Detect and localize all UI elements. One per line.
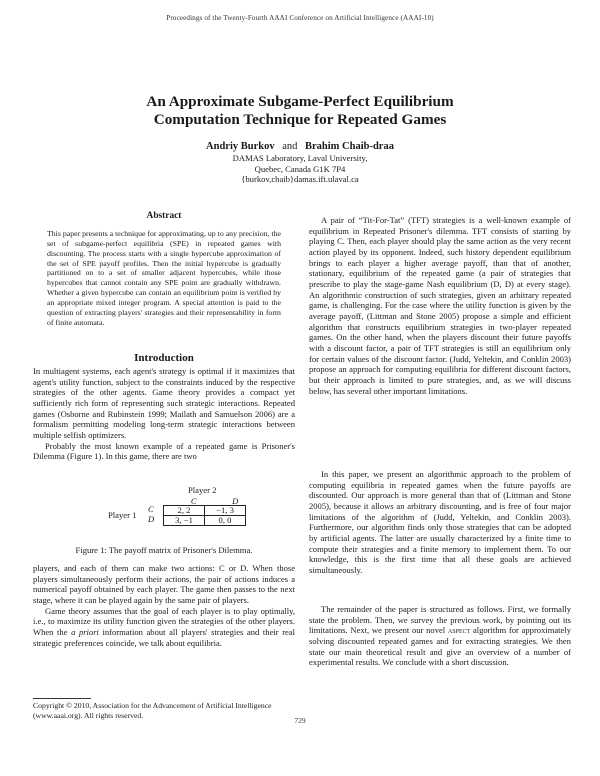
abstract-heading: Abstract xyxy=(146,211,182,221)
author-email: {burkov,chaib}damas.ift.ulaval.ca xyxy=(241,174,359,185)
author-conjunction: and xyxy=(282,141,298,152)
page-number: 729 xyxy=(294,716,306,725)
table-row xyxy=(164,516,246,526)
copyright-text: Copyright © 2010, Association for the Advancement of Artificial Intelligence (www.aaai.org). All rights reserved. xyxy=(33,701,272,720)
intro-paragraph-1: In multiagent systems, each agent's strategy is optimal if it maximizes that agent's utility function, subject to the constraints induced by the respective strategies of the other agents. Game theory provides a compact yet sufficiently rich form of representing such strategic interactions. Repeated games (Osborne and Rubinstein 1999; Mailath and Samuelson 2006) are a formalism permitting modeling long-term strategic interactions between multiple selfish optimizers. xyxy=(33,366,295,440)
row-action-c: C xyxy=(148,504,154,514)
row-action-labels xyxy=(148,505,154,524)
intro-paragraphs-bottom xyxy=(33,563,295,648)
player-1-label: Player 1 xyxy=(108,510,137,520)
right-paragraph-1: A pair of “Tit-For-Tat” (TFT) strategies is a well-known example of equilibrium in Repeated Prisoner's dilemma. TFT consists of starting by playing C. Then, each player should play the same action as the very recent action played by its opponent. Indeed, such history dependent equilibrium brings to each player a higher average payoff, than that of another, stationary, equilibrium of the repeated game (a pair of strategies that prescribe to play the stage-game Nash equilibrium (D, D) at every stage). An algorithmic construction of such strategies, given an arbitrary repeated game, is challenging. For the case where the utility function is given by the average payoff, (Littman and Stone 2005) propose a simple and efficient algorithm that constructs equilibrium strategies in two-player repeated games. On the other hand, when the players discount their future payoffs with a discount factor, a pair of TFT strategies is still an equilibrium only for certain values of the discount factor. (Judd, Yeltekin, and Conklin 2003) propose an approach for computing equilibria for different discount factors, but their approach is limited to pure strategies, and, as we will discuss below, has several other important limitations. xyxy=(309,215,571,396)
title-line-2: Computation Technique for Repeated Games xyxy=(153,111,447,128)
figure-1 xyxy=(33,485,295,555)
col-action-d: D xyxy=(232,496,239,506)
payoff-matrix xyxy=(33,485,295,541)
author-1: Andriy Burkov xyxy=(206,141,275,152)
introduction-heading: Introduction xyxy=(134,352,194,364)
intro-paragraph-3: players, and each of them can make two actions: C or D. When those players simultaneously perform their actions, the pair of actions induces a numerical payoff obtained by each player. The game then passes to the next stage, where it can be played again by the same pair of players. xyxy=(33,563,295,605)
proceedings-header: Proceedings of the Twenty-Fourth AAAI Conference on Artificial Intelligence (AAAI-10) xyxy=(166,14,434,22)
aspect-algorithm-name: aspect xyxy=(447,625,471,636)
payoff-cell: 2, 2 xyxy=(164,506,205,516)
footnote-rule xyxy=(33,698,91,699)
para3-text-post: algorithm for approximately solving discounted repeated games and for extracting strategies. We then state our main theoretical result and give an overview of a number of experimental results. We conclude with a short discussion. xyxy=(309,625,571,668)
figure-caption: Figure 1: The payoff matrix of Prisoner's Dilemma. xyxy=(75,545,253,555)
payoff-table xyxy=(163,505,246,526)
payoff-cell: −1, 3 xyxy=(205,506,246,516)
para4-text-post: information about all players' strategies and their real strategic preferences coincide, we talk about equilibria. xyxy=(33,626,296,648)
payoff-cell: 3, −1 xyxy=(164,516,205,526)
paper-title xyxy=(0,93,600,129)
right-paragraph-3-block xyxy=(309,604,571,668)
intro-paragraph-4 xyxy=(33,606,295,649)
affiliation-line-2: Quebec, Canada G1K 7P4 xyxy=(254,163,346,174)
abstract-text: This paper presents a technique for approximating, up to any precision, the set of subgame-perfect equilibria (SPE) in repeated games with discounting. The process starts with a single hypercube approximation of the set of SPE payoff profiles. Then the initial hypercube is gradually partitioned on to a set of smaller adjacent hypercubes, while those hypercubes that cannot contain any SPE point are gradually withdrawn. Whether a given hypercube can contain an equilibrium point is verified by an appropriate mixed integer program. A special attention is paid to the question of extracting players' strategies and their representability in form of finite automata. xyxy=(47,229,281,327)
intro-paragraph-2: Probably the most known example of a repeated game is Prisoner's Dilemma (Figure 1). In this game, there are two xyxy=(33,440,295,462)
intro-paragraphs-top xyxy=(33,366,295,462)
para3-text-pre: The remainder of the paper is structured as follows. First, we formally state the problem. Then, we survey the previous work, by pointing out its limitations. Next, we present our novel xyxy=(309,604,571,636)
payoff-cell: 0, 0 xyxy=(205,516,246,526)
title-line-1: An Approximate Subgame-Perfect Equilibrium xyxy=(146,93,454,110)
author-2: Brahim Chaib-draa xyxy=(305,141,394,152)
row-action-d: D xyxy=(148,513,155,524)
affiliation-line-1: DAMAS Laboratory, Laval University, xyxy=(232,153,368,163)
right-paragraph-2-block xyxy=(309,469,571,576)
right-paragraph-1-block xyxy=(309,215,571,396)
col-action-c: C xyxy=(190,496,197,506)
para4-italic: a priori xyxy=(71,626,99,637)
para4-text-pre: Game theory assumes that the goal of each player is to play optimally, i.e., to maximize its utility function given the strategies of the other players. When the xyxy=(33,605,295,637)
player-2-label: Player 2 xyxy=(188,485,217,495)
table-row xyxy=(164,506,246,516)
right-paragraph-3 xyxy=(309,604,571,668)
author-list xyxy=(0,141,600,153)
affiliation-block xyxy=(0,153,600,185)
right-paragraph-2: In this paper, we present an algorithmic approach to the problem of computing equilibria in repeated games when the future payoffs are discounted. Our approach is more general than that of (Littman and Stone 2005), because it allows an arbitrary discounting, and is free of four major limitations of the algorithm of (Judd, Yeltekin, and Conklin 2003). Furthermore, our algorithm finds only those strategies that can be adopted by artificial agents. The latter are usually characterized by a finite time to compute their strategies and a finite memory to implement them. To our knowledge, this is the first time that all these goals are achieved simultaneously. xyxy=(309,469,571,575)
